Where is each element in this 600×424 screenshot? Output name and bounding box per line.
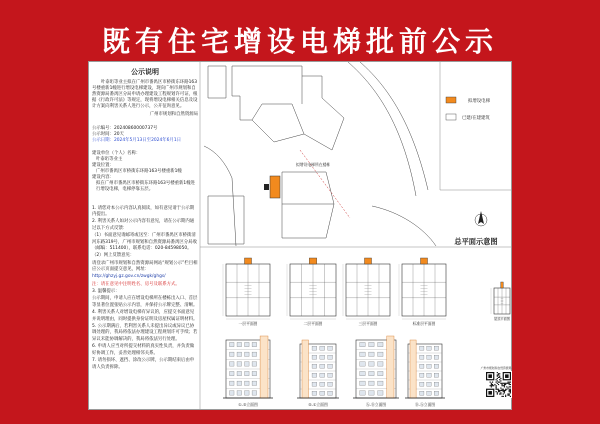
qr-module	[501, 383, 502, 384]
window	[420, 382, 424, 386]
qr-module	[497, 374, 498, 375]
window	[312, 373, 317, 377]
qr-module	[507, 387, 508, 388]
qr-module	[505, 396, 506, 397]
window	[360, 342, 365, 346]
elevation-caption: Ⓓ-Ⓐ立面图	[414, 402, 436, 407]
legend-label-new-elevator: 拟增设电梯	[468, 99, 490, 104]
elevation	[223, 336, 273, 398]
window	[328, 346, 333, 350]
window	[427, 364, 431, 368]
site-label: 拟增设电梯所在楼栋	[296, 162, 331, 167]
elevator-shaft	[387, 336, 394, 398]
qr-finder	[488, 391, 492, 395]
road-edge	[360, 62, 428, 190]
qr-module	[509, 383, 510, 384]
notice-item: 3. 温馨提示：	[92, 289, 120, 295]
qr-caption: 广州市规划和自然资源局	[480, 366, 512, 370]
qr-module	[497, 372, 498, 373]
window	[245, 371, 250, 375]
qr-module	[509, 384, 510, 385]
window	[230, 371, 235, 375]
floor-plans	[223, 258, 510, 319]
window	[328, 355, 333, 359]
qr-module	[505, 384, 506, 385]
elevator-entrance	[264, 184, 269, 190]
window	[328, 373, 333, 377]
window	[427, 373, 431, 377]
window	[420, 373, 424, 377]
qr-module	[497, 393, 498, 394]
notice-item: 6. 申请人应当对所提交材料的真实性负责，并负责做好协调工作，妥善处理相邻关系。	[92, 344, 195, 356]
qr-module	[496, 389, 497, 390]
plan-caption: 一层平面图	[238, 321, 258, 326]
elevation	[353, 336, 399, 398]
floor-plan	[399, 258, 446, 319]
notice-item: 7. 请勿损坏、遮挡、涂改公示牌，公示期结束后由申请人负责拆除。	[92, 358, 195, 370]
floor-plan	[343, 258, 390, 319]
qr-module	[503, 383, 504, 384]
qr-module	[509, 393, 510, 394]
window	[328, 382, 333, 386]
page-title: 既有住宅增设电梯批前公示	[101, 25, 498, 58]
qr-module	[499, 382, 500, 383]
qr-module	[510, 386, 511, 387]
notice-remark: 注：请在意见中注明姓名、房号及联系方式。	[92, 281, 180, 287]
plan-elevator	[364, 258, 371, 264]
qr-module	[500, 392, 501, 393]
qr-module	[500, 390, 501, 391]
qr-module	[496, 379, 497, 380]
elevator-host-building	[282, 172, 334, 238]
window	[252, 381, 257, 385]
existing-building	[208, 66, 226, 98]
window	[252, 391, 257, 395]
window	[427, 391, 431, 395]
window	[320, 364, 325, 368]
window	[434, 373, 438, 377]
notice-duration: 公示时间：20天	[92, 131, 124, 137]
qr-module	[499, 391, 500, 392]
legend-label-existing: 已建/在建建筑	[462, 116, 490, 121]
window	[237, 381, 242, 385]
qr-module	[499, 390, 500, 391]
existing-building	[208, 196, 244, 244]
project-location-value: 广州市番禺区市桥街东环路163号楼重新1幢	[96, 169, 182, 175]
window	[378, 391, 383, 395]
qr-module	[510, 396, 511, 397]
qr-module	[504, 386, 505, 387]
qr-finder	[505, 374, 509, 378]
qr-module	[501, 389, 502, 390]
elevation-caption: Ⓐ-Ⓓ立面图	[365, 402, 387, 407]
window	[312, 382, 317, 386]
qr-module	[497, 383, 498, 384]
elevator-shaft	[410, 340, 416, 398]
window	[237, 391, 242, 395]
elevation-caption: ①-⑤立面图	[238, 402, 258, 407]
window	[237, 362, 242, 366]
window	[237, 342, 242, 346]
plan-caption: 标准层平面图	[412, 321, 436, 326]
qr-module	[498, 389, 499, 390]
north-arrow-icon	[475, 211, 487, 226]
qr-module	[506, 386, 507, 387]
qr-module	[504, 385, 505, 386]
qr-module	[506, 383, 507, 384]
qr-module	[496, 386, 497, 387]
window	[378, 352, 383, 356]
window	[369, 381, 374, 385]
window	[245, 391, 250, 395]
building-inner-wall	[252, 76, 304, 134]
plan-caption: 三层平面图	[358, 321, 378, 326]
project-location-label: 建设位置：	[92, 163, 114, 169]
qr-module	[503, 389, 504, 390]
qr-module	[503, 393, 504, 394]
qr-module	[497, 389, 498, 390]
notice-item: 公示期间，申请人应在增设电梯所在楼栋出入口、首层等显著位置张贴公示内容，并保持公示牌完整、清晰。	[92, 296, 198, 308]
window	[369, 371, 374, 375]
notice-heading: 公示说明	[131, 68, 159, 76]
floor-plan	[223, 258, 270, 319]
window	[420, 364, 424, 368]
qr-module	[507, 382, 508, 383]
window	[312, 355, 317, 359]
window	[434, 382, 438, 386]
plan-elevator	[420, 258, 427, 264]
qr-module	[499, 379, 500, 380]
proposed-elevator	[270, 176, 280, 198]
qr-module	[492, 384, 493, 385]
qr-module	[499, 377, 500, 378]
window	[320, 346, 325, 350]
qr-module	[490, 385, 491, 386]
qr-module	[503, 385, 504, 386]
project-unit-value: 叶泰珩等业主	[96, 156, 123, 162]
qr-module	[490, 382, 491, 383]
notice-number: 公示编号：20240860000737号	[92, 125, 158, 131]
qr-module	[491, 384, 492, 385]
qr-module	[504, 391, 505, 392]
notice-intro: 叶泰珩等业主拟在广州市番禺区市桥街东环路163号楼重新1幢进行增设电梯建设，现向广州市规划和自然资源局番禺区分局申请办理建设工程规划许可证，根据《行政许可法》等规定，现将增设电梯相关信息及设计方案向利害关系人进行公示，公开征询意见。	[92, 80, 198, 110]
window	[230, 381, 235, 385]
qr-module	[501, 396, 502, 397]
window	[312, 364, 317, 368]
existing-building	[232, 66, 344, 150]
plan-caption: 二层平面图	[303, 321, 323, 326]
window	[312, 391, 317, 395]
qr-module	[496, 385, 497, 386]
elevation-caption: ⑤-①立面图	[308, 402, 328, 407]
qr-module	[498, 390, 499, 391]
window	[360, 352, 365, 356]
window	[245, 352, 250, 356]
qr-module	[500, 387, 501, 388]
qr-module	[498, 382, 499, 383]
qr-module	[496, 382, 497, 383]
land-boundary	[300, 150, 350, 218]
qr-module	[491, 383, 492, 384]
qr-module	[506, 389, 507, 390]
qr-module	[497, 376, 498, 377]
qr-module	[498, 384, 499, 385]
notice-period: 公示日期：2024年5月13日至2024年6月1日	[92, 137, 182, 143]
window	[237, 371, 242, 375]
qr-module	[496, 387, 497, 388]
project-content-value: 拟在广州市番禺区市桥街东环路163号楼重新1幢进行增设电梯，电梯停靠五层。	[96, 181, 195, 193]
feedback-url-link[interactable]: http://ghzyj.gz.gov.cn/zwgk/ghgs/	[92, 274, 166, 280]
elevator-shaft	[260, 336, 268, 398]
window	[230, 391, 235, 395]
qr-module	[504, 383, 505, 384]
site-plan	[204, 62, 436, 246]
qr-module	[498, 373, 499, 374]
qr-module	[496, 391, 497, 392]
qr-module	[510, 382, 511, 383]
plan-elevator	[501, 282, 504, 288]
window	[378, 371, 383, 375]
notice-item: （1）书面意见请邮寄或送至：广州市番禺区市桥街清河东路319号，广州市规划和自然资源局番禺区分局收（邮编：511400），联系电话：020-84598050。	[92, 233, 197, 252]
qr-module	[505, 390, 506, 391]
window	[360, 381, 365, 385]
qr-module	[500, 383, 501, 384]
qr-module	[493, 385, 494, 386]
window	[252, 362, 257, 366]
window	[420, 346, 424, 350]
qr-module	[509, 386, 510, 387]
window	[320, 355, 325, 359]
window	[434, 364, 438, 368]
qr-module	[507, 395, 508, 396]
window	[245, 362, 250, 366]
notice-item: 请登录广州市规划和自然资源局网站“规划公示”栏目相应公示页面提交意见，网址：	[92, 260, 198, 273]
qr-code-icon[interactable]	[485, 371, 512, 398]
notice-item: 5. 公示期满后，若利害关系人未提出异议或异议已协调处理的，我局将依法办理建设工程规划许可手续；若异议未能协调解决的，我局将依法另行处理。	[92, 323, 198, 342]
window	[434, 355, 438, 359]
legend-swatch-existing	[446, 114, 456, 120]
qr-module	[504, 384, 505, 385]
qr-module	[497, 378, 498, 379]
qr-module	[505, 383, 506, 384]
qr-module	[497, 380, 498, 381]
qr-module	[501, 390, 502, 391]
qr-module	[491, 386, 492, 387]
notice-item: （2）网上反馈意见：	[92, 253, 135, 259]
qr-module	[509, 391, 510, 392]
qr-module	[501, 385, 502, 386]
window	[420, 391, 424, 395]
elevator-shaft	[302, 340, 308, 398]
qr-module	[509, 389, 510, 390]
qr-module	[510, 389, 511, 390]
window	[328, 364, 333, 368]
window	[312, 346, 317, 350]
notice-item: 2. 利害关系人如对公示内容有意见，请在公示期内通过以下方式反馈：	[92, 219, 195, 231]
qr-module	[509, 395, 510, 396]
road-edge	[348, 62, 416, 196]
window	[230, 352, 235, 356]
plan-caption: 屋顶平面图	[494, 317, 510, 321]
qr-module	[507, 383, 508, 384]
qr-module	[492, 385, 493, 386]
floor-plan	[491, 282, 510, 317]
window	[328, 391, 333, 395]
window	[434, 346, 438, 350]
qr-module	[510, 391, 511, 392]
floor-plan	[287, 258, 336, 319]
qr-module	[510, 390, 511, 391]
qr-module	[503, 391, 504, 392]
qr-module	[498, 374, 499, 375]
qr-finder	[488, 374, 492, 378]
notice-issuer: 广州市规划和自然资源局	[149, 112, 198, 118]
qr-module	[505, 395, 506, 396]
qr-module	[504, 390, 505, 391]
legend-swatch-new-elevator	[446, 97, 456, 103]
window	[427, 346, 431, 350]
window	[237, 352, 242, 356]
plan-elevator	[244, 258, 251, 264]
qr-module	[503, 396, 504, 397]
window	[369, 342, 374, 346]
qr-module	[510, 384, 511, 385]
qr-module	[492, 382, 493, 383]
window	[378, 362, 383, 366]
window	[378, 342, 383, 346]
qr-module	[499, 373, 500, 374]
window	[252, 342, 257, 346]
qr-module	[504, 392, 505, 393]
window	[360, 362, 365, 366]
qr-module	[499, 393, 500, 394]
window	[369, 362, 374, 366]
window	[252, 352, 257, 356]
window	[434, 391, 438, 395]
qr-module	[509, 390, 510, 391]
elevations	[223, 336, 445, 398]
elevation	[297, 340, 339, 398]
window	[369, 352, 374, 356]
qr-module	[499, 376, 500, 377]
window	[320, 382, 325, 386]
qr-module	[509, 382, 510, 383]
qr-module	[498, 391, 499, 392]
window	[420, 355, 424, 359]
window	[427, 355, 431, 359]
window	[245, 342, 250, 346]
notice-item: 4. 利害关系人对增设电梯有异议的，应提交书面意见并说明理由，同时提供身份证明及房屋权属证明材料。	[92, 310, 198, 322]
window	[378, 381, 383, 385]
qr-module	[507, 393, 508, 394]
window	[369, 391, 374, 395]
qr-module	[500, 393, 501, 394]
window	[320, 391, 325, 395]
qr-module	[494, 384, 495, 385]
project-content-label: 建设内容：	[92, 175, 114, 181]
qr-module	[498, 377, 499, 378]
window	[252, 371, 257, 375]
qr-module	[491, 385, 492, 386]
qr-module	[500, 380, 501, 381]
window	[230, 342, 235, 346]
window	[230, 362, 235, 366]
window	[320, 373, 325, 377]
qr-module	[510, 392, 511, 393]
notice-item: 1. 请您对本公示内容认真阅读，如有意见请于公示期内提出。	[92, 205, 195, 217]
road-edge	[372, 206, 436, 246]
site-plan-title: 总平面示意图	[454, 237, 498, 246]
window	[360, 391, 365, 395]
plan-elevator	[309, 258, 316, 264]
elevation	[405, 340, 445, 398]
legend	[440, 62, 511, 190]
project-unit-label: 建设单位（个人）名称：	[92, 150, 141, 156]
qr-module	[505, 389, 506, 390]
qr-module	[500, 378, 501, 379]
window	[427, 382, 431, 386]
qr-module	[503, 390, 504, 391]
window	[245, 381, 250, 385]
qr-module	[497, 392, 498, 393]
window	[360, 371, 365, 375]
qr-module	[501, 384, 502, 385]
